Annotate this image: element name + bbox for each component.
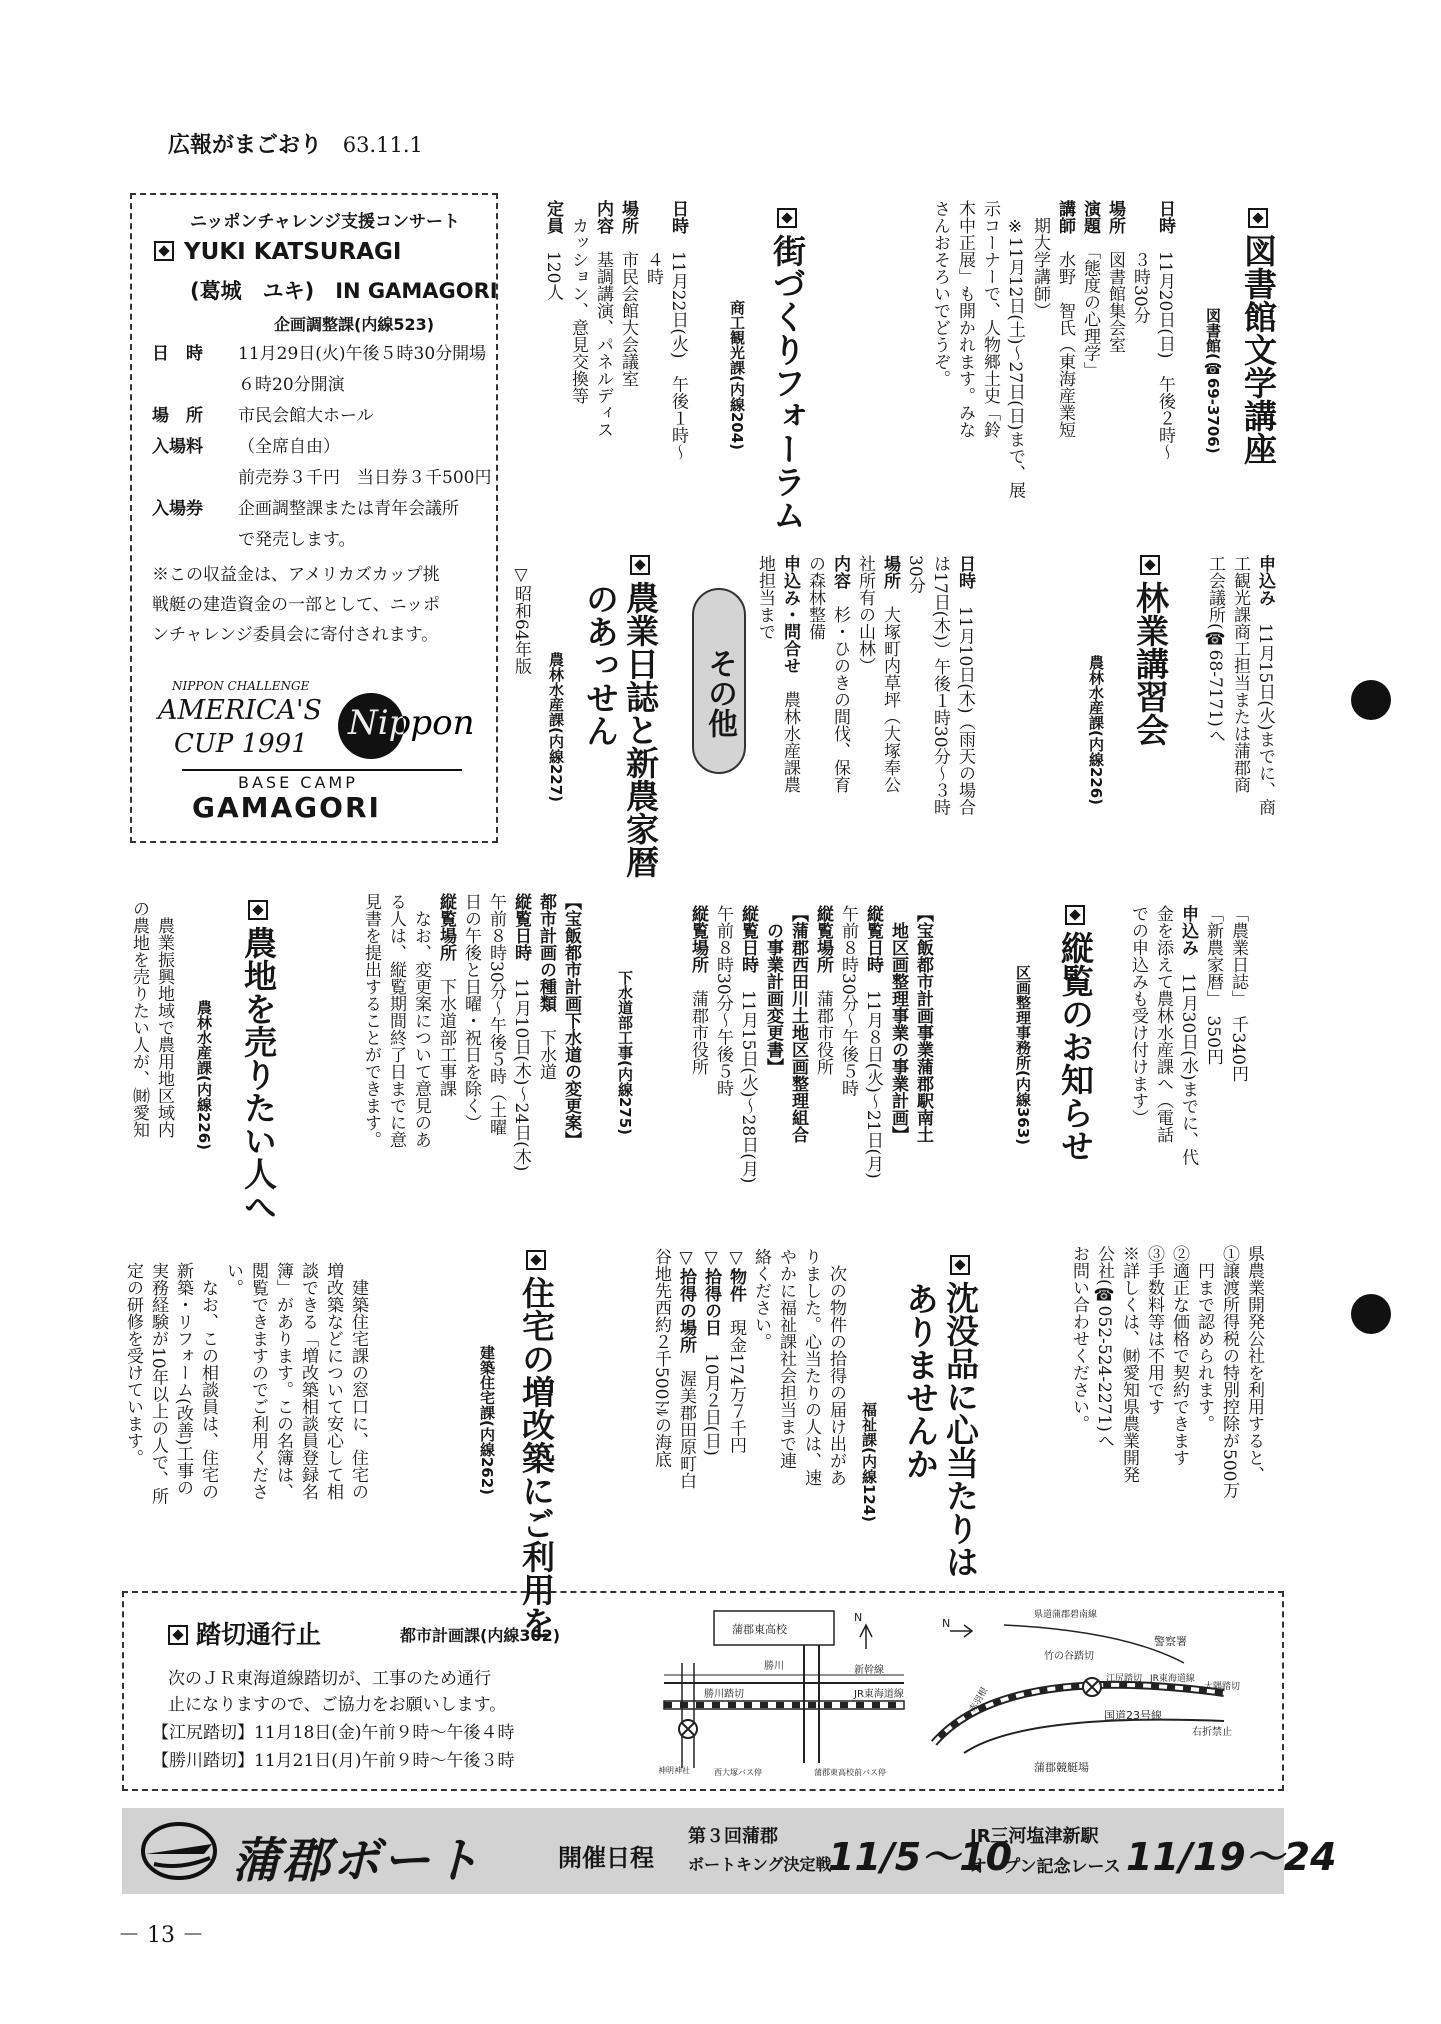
map1-label-crossing: 勝川踏切 (704, 1689, 744, 1700)
map1-label-school: 蒲郡東高校 (732, 1623, 787, 1636)
farmland2-line: ②適正な価格で契約できます (1169, 1245, 1189, 1466)
map2-label-takenoya: 竹の谷踏切 (1044, 1651, 1094, 1662)
forum-line: 内容 基調講演、パネルディス (593, 200, 613, 438)
library-line: 日時 11月20日(日) 午後２時〜 (1155, 200, 1175, 461)
inspection-line: 縦覧日時 11月10日(木)〜24日(木) (511, 893, 531, 1172)
crossing-line: 【勝川踏切】11月21日(月)午前９時〜午後３時 (152, 1751, 515, 1771)
banner-date1: 11/5〜10 (828, 1835, 1013, 1879)
lost-body (648, 1248, 848, 1578)
diary-body (508, 565, 533, 865)
map1-label-bus2: 蒲郡東高校前バス停 (814, 1768, 886, 1777)
map1-label-katsukawa: 勝川 (764, 1661, 784, 1672)
farmland2-line: ①譲渡所得税の特別控除が500万 (1219, 1245, 1239, 1499)
inspection-line: 縦覧場所 下水道部工事課 (436, 893, 456, 1097)
americas-cup-logo (152, 675, 480, 825)
farmland2-line: 円まで認められます。 (1194, 1262, 1214, 1432)
concert-dept: 企画調整課(内線523) (274, 315, 435, 334)
housing-line: 簿」があります。この名簿は、 (273, 1262, 293, 1500)
housing-line: 増改築などについて安心して相 (323, 1262, 343, 1500)
farmland2-line: 公社(☎052-524-2271)へ (1094, 1245, 1114, 1449)
concert-note: ンチャレンジ委員会に寄付されます。 (152, 625, 439, 645)
inspection-dept: 区画整理事務所(内線363) (1014, 965, 1032, 1146)
diary-dept: 農林水産課(内線227) (547, 652, 565, 803)
map2-label-boatrace: 蒲郡競艇場 (1034, 1761, 1089, 1774)
forestry-body (752, 555, 977, 855)
diamond-bullet-icon (248, 900, 268, 920)
banner-event1-line1: 第３回蒲郡 (688, 1826, 778, 1847)
forum-dept: 商工観光課(内線204) (728, 300, 746, 451)
forestry-line: 地担当まで (755, 555, 775, 640)
housing-line: 閲覧できますのでご利用くださ (248, 1262, 268, 1500)
inspection-line: 【蒲郡西田川土地区画整理組合 (788, 905, 808, 1143)
map1-label-bus1: 西大塚バス停 (714, 1768, 762, 1777)
inspection-line: 午前８時30分〜午後５時（土曜 (486, 893, 506, 1136)
forestry-dept: 農林水産課(内線226) (1087, 655, 1105, 806)
forestry-title: 林業講習会 (1130, 555, 1170, 746)
map2-north-label: N (942, 1617, 951, 1630)
logo-script: Nippon (348, 703, 475, 743)
concert-note: 戦艇の建造資金の一部として、ニッポ (152, 595, 440, 615)
diamond-bullet-icon (950, 1255, 970, 1275)
map2-label-route23: 国道23号線 (1104, 1709, 1162, 1722)
inspection-line: 縦覧日時 11月８日(火)〜21日(月) (863, 905, 883, 1179)
diary-title-2: のあっせん (581, 582, 620, 747)
inspection-dept-2: 下水道部工事(内線275) (616, 970, 634, 1136)
forestry-line: 内容 杉・ひのきの間伐、保育 (830, 555, 850, 793)
library-line: さんおそろいでどうぞ。 (930, 200, 950, 387)
map2-label-police: 警察署 (1154, 1635, 1187, 1648)
map2-label-ejiri: 江尻踏切 (1106, 1674, 1143, 1684)
housing-line: 建築住宅課の窓口に、住宅の (348, 1279, 368, 1500)
banner-event1-line2: ボートキング決定戦 (688, 1855, 832, 1874)
map1-label-jr: JR東海道線 (854, 1689, 904, 1700)
farmland2-line: ③手数料等は不用です (1144, 1245, 1164, 1415)
forestry-line: 申込み・問合せ 農林水産課農 (780, 555, 800, 793)
apply-body (1202, 555, 1277, 855)
forum-line: カッション、意見交換等 (568, 217, 588, 404)
concert-note: ※この収益金は、アメリカズカップ挑 (152, 565, 440, 585)
lost-line: 絡ください。 (751, 1248, 771, 1350)
concert-row: 日 時 11月29日(火)午後５時30分開場 (152, 344, 487, 364)
library-line: 演題 「態度の心理学」 (1080, 200, 1100, 379)
diary2-line: での申込みも受け付けます） (1128, 905, 1148, 1126)
lost-line: ▽物件 現金174万７千円 (726, 1248, 746, 1454)
forestry-line: 社所有の山林） (855, 555, 875, 674)
boatrace-banner (122, 1808, 1337, 1894)
farmland2-line: ※詳しくは、㈶愛知県農業開発 (1119, 1245, 1139, 1483)
diamond-bullet-icon (1248, 208, 1268, 228)
housing-dept: 建築住宅課(内線262) (478, 1345, 496, 1496)
banner-date2: 11/19〜24 (1126, 1835, 1337, 1879)
concert-title: YUKI KATSURAGI (154, 239, 401, 265)
inspection-line: 【宝飯都市計画事業蒲郡駅南土 (913, 905, 933, 1143)
housing-line: 新築・リフォーム(改善)工事の (173, 1262, 193, 1497)
map2-label-akabane: 赤羽根 (967, 1686, 991, 1715)
farmland2-line: 県農業開発公社を利用すると、 (1244, 1245, 1264, 1483)
banner-brand: 蒲郡ボート (232, 1833, 483, 1889)
housing-body (120, 1262, 370, 1592)
crossing-box (122, 1591, 1284, 1791)
map2-label-prefroad: 県道蒲郡碧南線 (1034, 1610, 1098, 1620)
library-line: 示コーナーで、人物郷土史「鈴 (980, 200, 1000, 438)
logo-place: GAMAGORI (192, 791, 381, 824)
inspection-line: 【宝飯都市計画下水道の変更案】 (561, 893, 581, 1148)
inspection-line: 縦覧場所 蒲郡市役所 (688, 905, 708, 1075)
inspection-line: 地区画整理事業の事業計画】 (888, 922, 908, 1143)
library-line: 期大学講師） (1030, 217, 1050, 319)
diary2-line: 金を添えて農林水産課へ（電話 (1153, 905, 1173, 1143)
forum-line: 日時 11月22日(火) 午後１時〜 (668, 200, 688, 461)
forum-line: ４時 (643, 251, 663, 285)
housing-line: 定の研修を受けています。 (123, 1262, 143, 1466)
housing-line: い。 (223, 1262, 243, 1296)
issue-date: 63.11.1 (342, 133, 423, 157)
crossing-dept: 都市計画課(内線302) (400, 1626, 561, 1645)
diamond-bullet-icon (630, 555, 650, 575)
diamond-bullet-icon (1140, 555, 1160, 575)
concert-box (130, 193, 498, 843)
apply-line: 工会議所(☎68-7171)へ (1205, 555, 1225, 744)
farmland2-line: お問い合わせください。 (1069, 1245, 1089, 1432)
housing-line: 談できる「増改築相談員登録名 (298, 1262, 318, 1500)
forestry-line: の森林整備 (805, 555, 825, 640)
library-line: 講師 水野 智氏（東海産業短 (1055, 200, 1075, 438)
crossing-title: 踏切通行止 (168, 1615, 321, 1651)
forestry-line: 日時 11月10日(木)（雨天の場合 (955, 555, 975, 816)
concert-title-2: (葛城 ユキ) IN GAMAGORI (190, 279, 498, 303)
map2-label-jr: JR東海道線 (1150, 1674, 1195, 1684)
library-dept: 図書館(☎69-3706) (1204, 308, 1222, 454)
forum-title: 街づくりフォーラム (767, 208, 807, 531)
diary2-body (1125, 905, 1250, 1235)
lost-line: りました。心当たりの人は、速 (801, 1248, 821, 1486)
map1-label-shinkansen: 新幹線 (854, 1665, 884, 1676)
logo-line2: CUP 1991 (174, 729, 308, 759)
lost-line: やかに福祉課社会担当まで連 (776, 1248, 796, 1469)
library-title: 図書館文学講座 (1238, 208, 1278, 465)
other-section-label: その他 (692, 588, 746, 774)
inspection-line: の事業計画変更書】 (763, 922, 783, 1075)
punch-hole (1351, 1294, 1391, 1334)
diary2-line: 「農業日誌」 千340円 (1228, 905, 1248, 1082)
forum-line: 定員 120人 (543, 200, 563, 301)
crossing-line: 止になりますので、ご協力をお願いします。 (168, 1695, 507, 1715)
banner-event2-line2: オープン記念レース (970, 1857, 1121, 1877)
lost-line: 谷地先西約２千500ﾄﾙの海底 (651, 1248, 671, 1468)
lost-dept: 福祉課(内線124) (860, 1402, 878, 1523)
farmland2-body (1066, 1245, 1266, 1575)
crossing-line: 次のＪＲ東海道線踏切が、工事のため通行 (168, 1669, 491, 1689)
lost-line: ▽拾得の場所 渥美郡田原町白 (676, 1248, 696, 1489)
header (168, 128, 423, 159)
crossing-line: 【江尻踏切】11月18日(金)午前９時〜午後４時 (152, 1723, 515, 1743)
diamond-bullet-icon (168, 1625, 188, 1645)
crossing-map-2 (924, 1603, 1264, 1783)
diamond-bullet-icon (1065, 905, 1085, 925)
diary2-line: 申込み 11月30日(水)までに、代 (1178, 905, 1198, 1166)
logo-line1: AMERICA'S (158, 695, 322, 726)
diamond-bullet-icon (526, 1250, 546, 1270)
forum-line: 場所 市民会館大会議室 (618, 200, 638, 387)
housing-line: なお、この相談員は、住宅の (198, 1279, 218, 1500)
forestry-line: 場所 大塚町内草坪（大塚奉公 (880, 555, 900, 793)
farmland-line: の農地を売りたい人が、㈶愛知 (129, 900, 149, 1138)
forestry-line: 30分 (905, 555, 925, 594)
map1-label-shrine: 神明神社 (658, 1766, 690, 1775)
inspection-body (685, 905, 935, 1235)
inspection-line: 都市計画の種類 下水道 (536, 893, 556, 1080)
diary2-line: 「新農家暦」 350円 (1203, 905, 1223, 1065)
inspection-line: 縦覧場所 蒲郡市役所 (813, 905, 833, 1075)
concert-kicker: ニッポンチャレンジ支援コンサート (190, 212, 460, 232)
farmland-title: 農地を売りたい人へ (238, 900, 278, 1223)
banner-event2-line1: JR三河塩津新駅 (970, 1826, 1099, 1847)
concert-row: で発売します。 (238, 530, 356, 550)
library-line: ※11月12日(土)〜27日(日)まで、展 (1005, 217, 1025, 499)
concert-row: ６時20分開演 (238, 375, 345, 395)
farmland-line: 農業振興地域で農用地区域内 (154, 917, 174, 1138)
lost-line: ▽拾得の日 10月２日(日) (701, 1248, 721, 1456)
forestry-line: は17日(木)）午後１時30分〜３時 (930, 555, 950, 816)
diamond-bullet-icon (154, 241, 174, 261)
farmland-body (126, 900, 176, 1240)
inspection-line: る人は、縦覧期間終了日までに意 (386, 893, 406, 1148)
concert-row: 前売券３千円 当日券３千500円 (238, 468, 492, 488)
apply-line: 申込み 11月15日(火)までに、商 (1255, 555, 1275, 816)
concert-row: 入場券 企画調整課または青年会議所 (152, 499, 459, 519)
inspection-line: 午前８時30分〜午後５時 (838, 905, 858, 1097)
diary-line: ▽昭和64年版 (511, 565, 531, 675)
inspection-line: 見書を提出することができます。 (361, 893, 381, 1148)
publication-name: 広報がまごおり (168, 133, 323, 158)
inspection-line: 縦覧日時 11月15日(火)〜28日(月) (738, 905, 758, 1184)
library-line: 木中正展」も開かれます。みな (955, 200, 975, 438)
boat-logo-icon (140, 1820, 218, 1882)
housing-title: 住宅の増改築にご利用を (516, 1250, 556, 1639)
logo-top-text: NIPPON CHALLENGE (172, 679, 310, 693)
inspection-body-2 (358, 893, 583, 1233)
concert-row: 入場料 （全席自由） (152, 437, 340, 457)
diamond-bullet-icon (777, 208, 797, 228)
map1-north-label: N (854, 1611, 863, 1624)
farmland-dept: 農林水産課(内線226) (195, 1000, 213, 1151)
inspection-line: 午前８時30分〜午後５時 (713, 905, 733, 1097)
map2-label-noright: 右折禁止 (1192, 1727, 1232, 1738)
diary-title: 農業日誌と新農家暦 (620, 555, 660, 878)
page-number: － 13 － (118, 1923, 204, 1948)
lost-title-2: ありませんか (901, 1282, 940, 1480)
library-line: ３時30分 (1130, 251, 1150, 324)
banner-schedule: 開催日程 (558, 1844, 654, 1872)
map2-label-osumi: 大隅踏切 (1204, 1682, 1241, 1692)
inspection-line: 日の午後と日曜・祝日を除く） (461, 893, 481, 1131)
lost-line: 次の物件の拾得の届け出があ (826, 1265, 846, 1486)
forum-body (540, 200, 690, 630)
lost-title: 沈没品に心当たりは (940, 1255, 980, 1578)
housing-line: 実務経験が10年以上の人で、所 (148, 1262, 168, 1505)
inspection-title: 縦覧のお知らせ (1055, 905, 1095, 1162)
inspection-line: なお、変更案について意見のあ (411, 910, 431, 1148)
logo-rule (182, 769, 462, 771)
apply-line: 工観光課商工担当または蒲郡商 (1230, 555, 1250, 793)
punch-hole (1351, 680, 1391, 720)
library-line: 場所 図書館集会室 (1105, 200, 1125, 353)
logo-base: BASE CAMP (238, 773, 358, 792)
concert-row: 場 所 市民会館大ホール (152, 406, 374, 426)
